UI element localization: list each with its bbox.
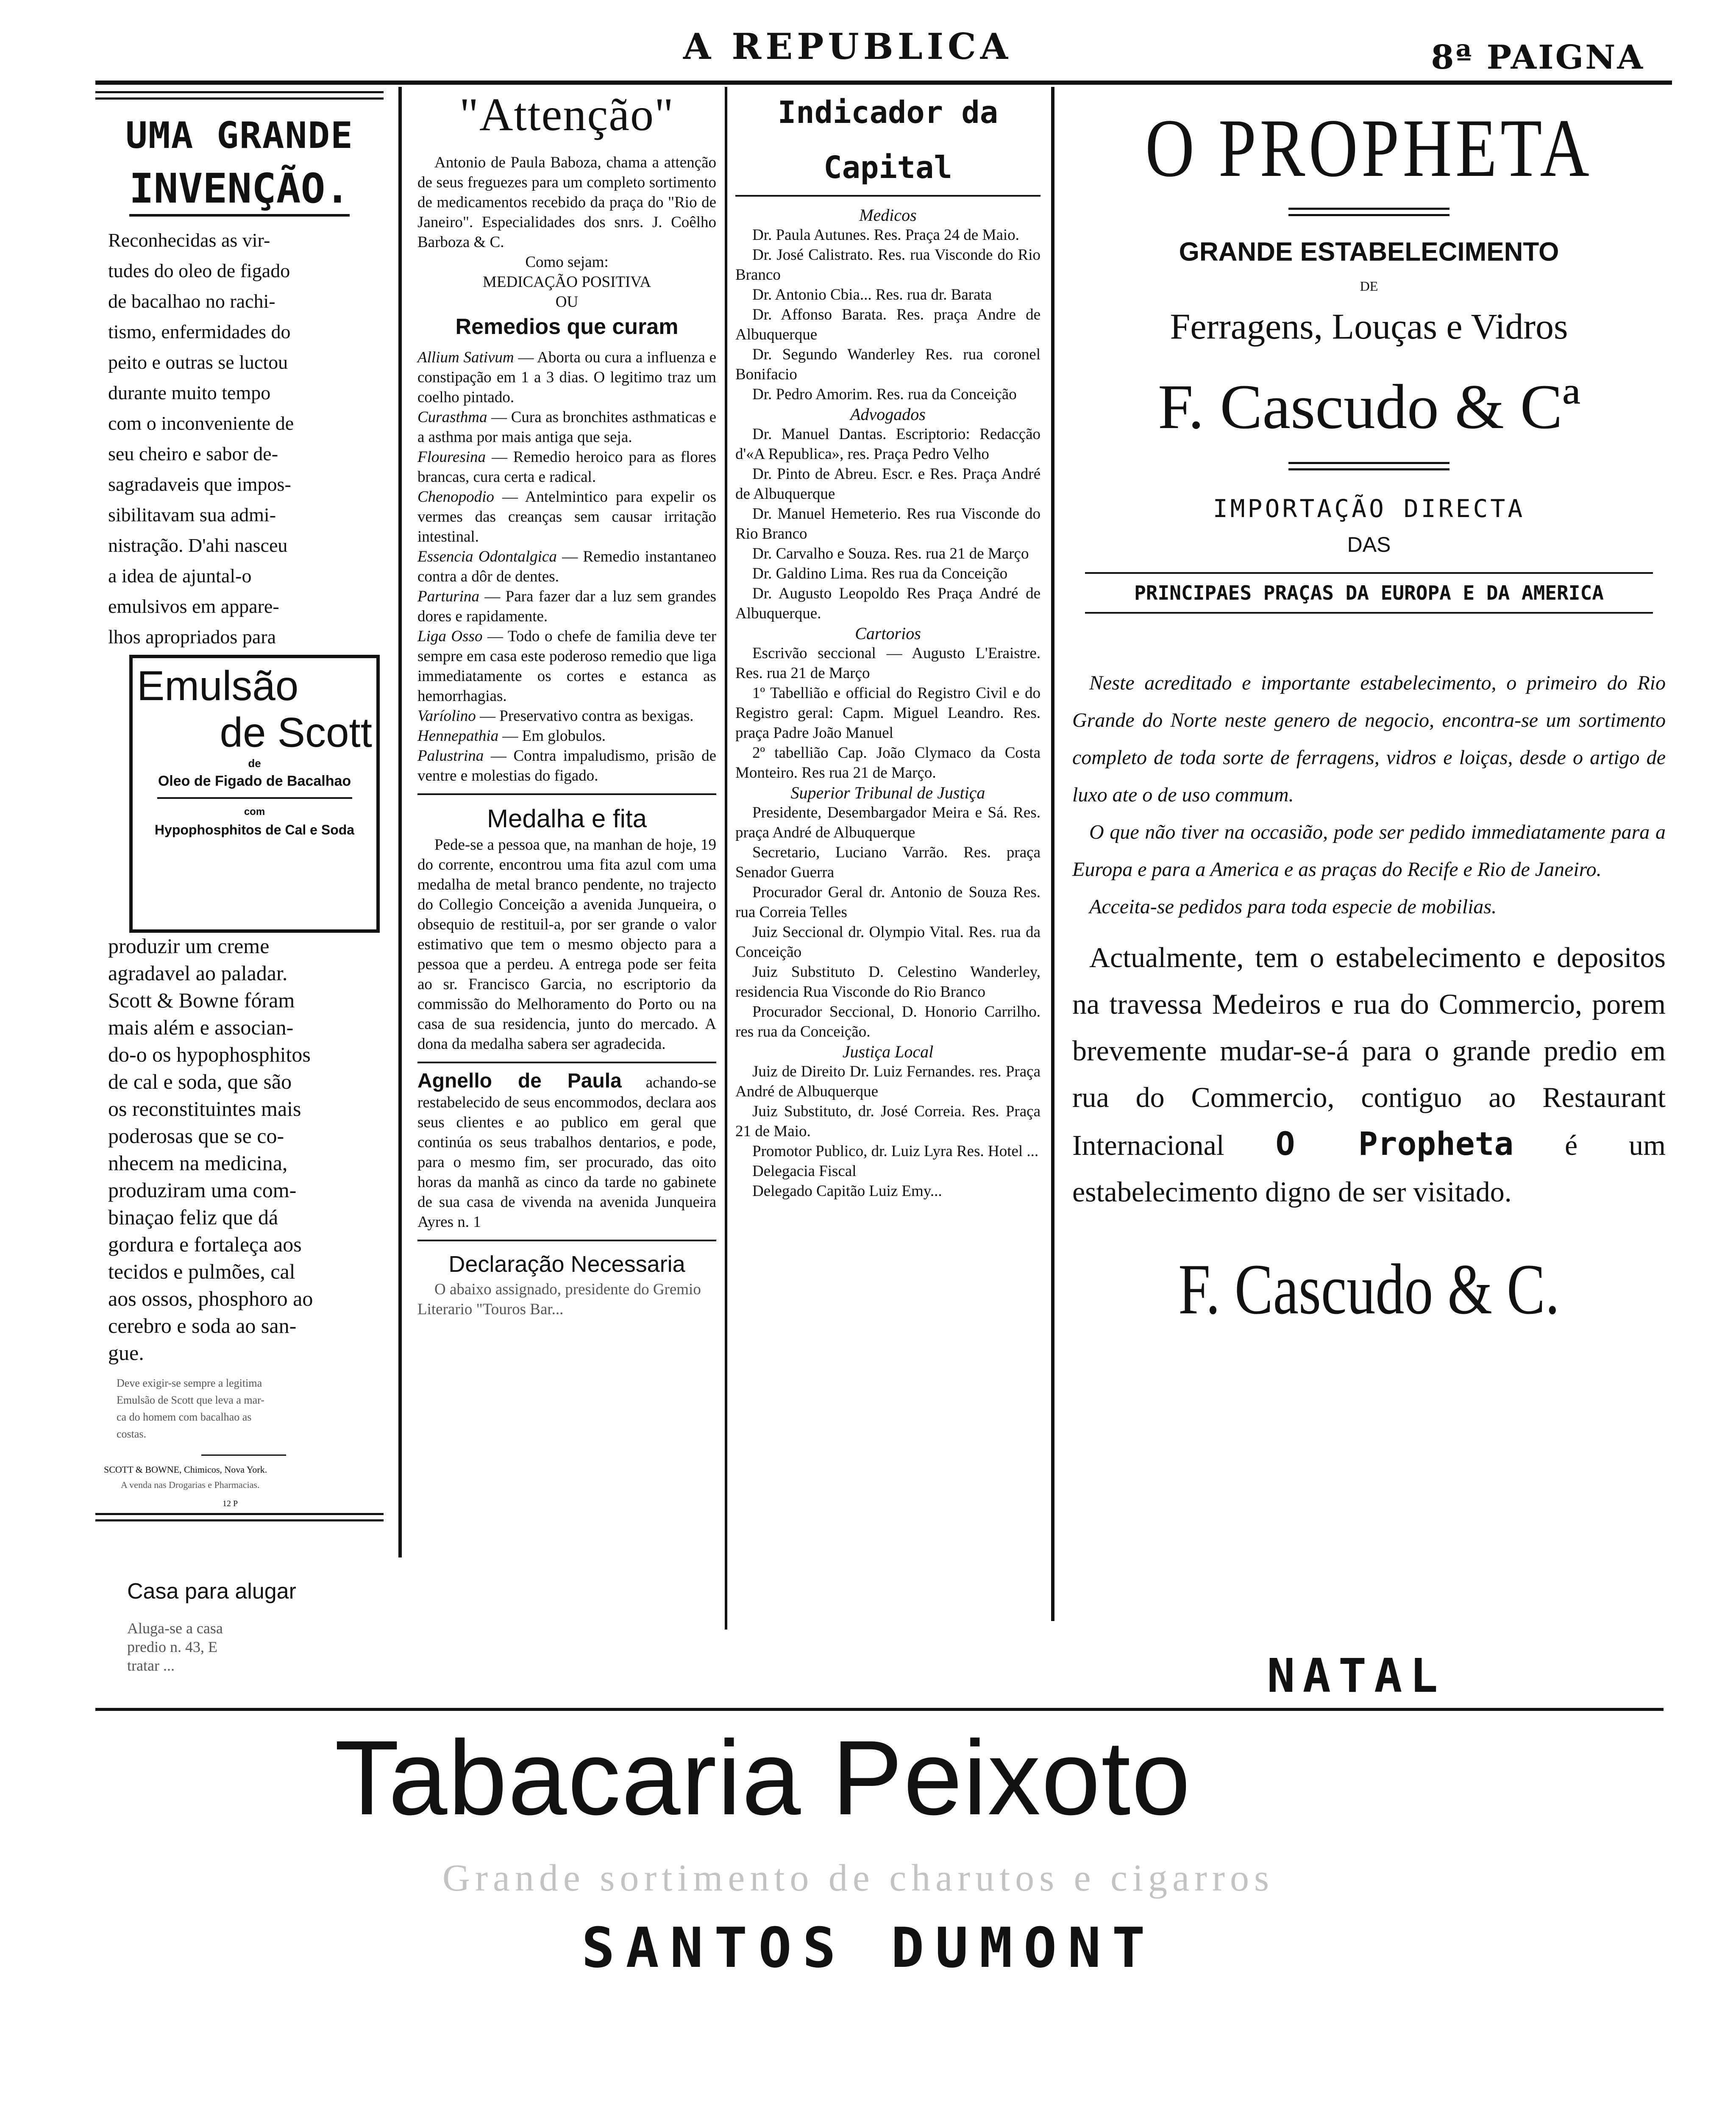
indicador-entry: Delegacia Fiscal (752, 1162, 857, 1180)
ad-title-2: de Scott (220, 709, 372, 756)
remedy-text: — Preservativo contra as bexigas. (476, 707, 694, 725)
emulsao-ad-box (129, 655, 380, 933)
maker-line: SCOTT & BOWNE, Chimicos, Nova York. (104, 1464, 267, 1475)
indicador-entry: Dr. Manuel Dantas. Escriptorio: Redacção d'«A Republica», res. Praça Pedro Velho (735, 425, 1040, 463)
intro-line: sibilitavam sua admi- (108, 504, 276, 526)
note-line: costas. (117, 1428, 147, 1440)
propheta-word: O Propheta (1275, 1125, 1514, 1162)
indicador-entry: Promotor Publico, dr. Luiz Lyra Res. Hotel ... (752, 1143, 1039, 1160)
attencao-column (417, 85, 716, 1319)
ad-title-1: Emulsão (137, 662, 299, 709)
importacao-directa: IMPORTAÇÃO DIRECTA (1213, 494, 1525, 523)
body-line: produziram uma com- (108, 1178, 297, 1202)
body-line: aos ossos, phosphoro ao (108, 1287, 313, 1310)
scott-ad-column (95, 91, 384, 652)
remedy-name: Palustrina (417, 747, 484, 765)
indicador-entry: Dr. Segundo Wanderley Res. rua coronel Bonifacio (735, 346, 1040, 383)
remedy-item (417, 407, 716, 447)
signature: F. Cascudo & C. (1178, 1249, 1560, 1329)
faded-line: Grande sortimento de charutos e cigarros (442, 1857, 1274, 1899)
remedy-item (417, 447, 716, 487)
firm-name: F. Cascudo & Cª (1157, 372, 1580, 442)
indicador-section-title: Cartorios (855, 624, 921, 643)
firm-rule (1288, 462, 1449, 470)
remedy-text: — Remedio heroico para as flores brancas, cura certa e radical. (417, 448, 716, 486)
indicador-entry: Procurador Geral dr. Antonio de Souza Res. rua Correia Telles (735, 884, 1040, 921)
propheta-column (1072, 97, 1666, 1338)
column-divider-2 (725, 87, 727, 1630)
intro-line: tudes do oleo de figado (108, 260, 290, 281)
remedy-name: Hennepathia (417, 727, 499, 745)
indicador-entry: Juiz Substituto, dr. José Correia. Res. Praça 21 de Maio. (735, 1103, 1040, 1140)
body-line: de cal e soda, que são (108, 1070, 292, 1093)
remedy-name: Parturina (417, 588, 479, 605)
ad-com: com (244, 806, 265, 818)
rent-title: Casa para alugar (127, 1579, 296, 1604)
newspaper-title: A REPUBLICA (683, 25, 1013, 67)
body-paragraph (95, 932, 384, 1366)
remedy-item (417, 487, 716, 547)
italic-1: Neste acreditado e importante estabelecimento, o primeiro do Rio Grande do Norte neste genero de negocio, encontra-se um sortimento completo de toda sorte de ferragens, vidros e loiças, desde o artigo de luxo ate o de uso commum. (1072, 672, 1666, 806)
intro-line: seu cheiro e sabor de- (108, 443, 278, 464)
indicador-entry: Delegado Capitão Luiz Emy... (752, 1182, 942, 1200)
body-line: do-o os hypophosphitos (108, 1043, 311, 1066)
declaracao-title: Declaração Necessaria (448, 1251, 685, 1277)
indicador-entry: Dr. Manuel Hemeterio. Res rua Visconde do Rio Branco (735, 505, 1040, 542)
principaes-pracas: PRINCIPAES PRAÇAS DA EUROPA E DA AMERICA (1085, 572, 1653, 614)
body-line: binaçao feliz que dá (108, 1205, 278, 1229)
sold-line: A venda nas Drogarias e Pharmacias. (121, 1479, 260, 1490)
remedy-text: — Antelmintico para expelir os vermes das creanças sem causar irritação intestinal. (417, 488, 716, 545)
das-label: DAS (1347, 533, 1391, 556)
indicador-entry: Juiz Substituto D. Celestino Wanderley, residencia Rua Visconde do Rio Branco (735, 963, 1040, 1001)
medicacao-title: MEDICAÇÃO POSITIVA (482, 273, 651, 291)
title-rule (1288, 208, 1449, 216)
indicador-section-title: Medicos (859, 206, 917, 225)
body-end: é um estabelecimento digno de ser visitado. (1072, 1129, 1666, 1208)
declaracao-text: O abaixo assignado, presidente do Gremio Literario "Touros Bar... (417, 1281, 701, 1318)
intro-paragraph (95, 225, 384, 652)
note-line: Deve exigir-se sempre a legitima (117, 1377, 262, 1389)
header-rule (95, 81, 1672, 85)
remedy-text: — Remedio instantaneo contra a dôr de dentes. (417, 548, 716, 585)
indicador-entry: Escrivão seccional — Augusto L'Eraistre. Res. rua 21 de Março (735, 645, 1040, 682)
body-line: produzir um creme (108, 934, 270, 958)
remedy-name: Allium Sativum (417, 349, 514, 366)
rent-text (127, 1619, 364, 1675)
scott-body (95, 932, 384, 1521)
de-label: DE (1360, 278, 1378, 294)
rule-medalha (417, 793, 716, 795)
indicador-title: Indicador da Capital (735, 85, 1040, 197)
ad-oleo: Oleo de Figado de Bacalhao (158, 773, 351, 789)
note-rule (201, 1454, 286, 1456)
rent-section (127, 1577, 364, 1675)
indicador-entry: Dr. Augusto Leopoldo Res Praça André de Albuquerque. (735, 585, 1040, 622)
natal-label: NATAL (1267, 1649, 1446, 1703)
rent-line: tratar ... (127, 1657, 175, 1674)
remedy-text: — Aborta ou cura a influenza e constipação em 1 a 3 dias. O legitimo traz um coelho pintado. (417, 349, 716, 406)
intro-line: durante muito tempo (108, 382, 271, 403)
agnello-title: Agnello de Paula (417, 1070, 622, 1092)
remedy-item (417, 726, 716, 746)
remedy-name: Essencia Odontalgica (417, 548, 557, 565)
remedy-item (417, 348, 716, 407)
column-divider-1 (398, 87, 402, 1557)
italic-2: O que não tiver na occasião, pode ser pedido immediatamente para a Europa e para a America e as praças do Recife e Rio de Janeiro. (1072, 821, 1666, 881)
indicador-entry: Secretario, Luciano Varrão. Res. praça Senador Guerra (735, 844, 1040, 881)
rule-agnello (417, 1062, 716, 1063)
remedy-item (417, 706, 716, 726)
ferragens-line: Ferragens, Louças e Vidros (1170, 306, 1568, 347)
intro-line: lhos apropriados para (108, 626, 276, 648)
medalha-title: Medalha e fita (487, 804, 647, 833)
headline-line-2: INVENÇÃO. (129, 163, 350, 217)
ad-de: de (248, 757, 261, 770)
indicador-entry: Dr. Galdino Lima. Res rua da Conceição (752, 565, 1008, 582)
attencao-intro: Antonio de Paula Baboza, chama a attenção de seus freguezes para um completo sortimento de medicamentos recebido da praça do "Rio de Janeiro". Especialidades dos snrs. J. Coêlho Barboza & C. (417, 154, 716, 251)
rent-line: Aluga-se a casa (127, 1620, 223, 1637)
indicador-entry: Dr. Paula Autunes. Res. Praça 24 de Maio. (752, 226, 1019, 244)
remedy-text: — Todo o chefe de familia deve ter sempre em casa este poderoso remedio que liga immediatamente os cortes e estanca as hemorrhagias. (417, 628, 716, 705)
body-line: tecidos e pulmões, cal (108, 1260, 295, 1283)
body-line: Scott & Bowne fóram (108, 988, 295, 1012)
indicador-entry: Dr. Carvalho e Souza. Res. rua 21 de Março (752, 545, 1029, 562)
indicador-entry: Dr. José Calistrato. Res. rua Visconde do Rio Branco (735, 246, 1040, 284)
indicador-entry: Dr. Pedro Amorim. Res. rua da Conceição (752, 386, 1017, 403)
remedy-name: Curasthma (417, 409, 487, 426)
ad-rule (157, 797, 352, 799)
intro-line: emulsivos em appare- (108, 595, 279, 617)
intro-line: de bacalhao no rachi- (108, 290, 275, 312)
remedy-text: — Contra impaludismo, prisão de ventre e molestias do figado. (417, 747, 716, 784)
remedy-name: Varíolino (417, 707, 476, 725)
remedy-name: Liga Osso (417, 628, 483, 645)
body-line: cerebro e soda ao san- (108, 1314, 297, 1338)
ou-label: OU (555, 293, 579, 311)
agnello-block (417, 1071, 716, 1232)
indicador-section-title: Superior Tribunal de Justiça (790, 783, 985, 802)
indicador-column (735, 85, 1040, 1201)
bottom-rule (95, 1513, 384, 1521)
indicador-entry: Juiz de Direito Dr. Luiz Fernandes. res. Praça André de Albuquerque (735, 1063, 1040, 1100)
intro-line: com o inconveniente de (108, 412, 294, 434)
remedios-title: Remedios que curam (455, 314, 679, 339)
intro-line: sagradaveis que impos- (108, 473, 291, 495)
note-paragraph (95, 1375, 384, 1443)
intro-line: a idea de ajuntal-o (108, 565, 252, 587)
remedy-item (417, 547, 716, 587)
agnello-text: achando-se restabelecido de seus encommodos, declara aos seus clientes e ao publico em geral que continúa os seus trabalhos dentarios, e pode, para o mesmo fim, ser procurado, das oito horas da manhã as cinco da tarde no gabinete de sua casa de vivenda na avenida Junqueira Ayres n. 1 (417, 1074, 716, 1231)
body-line: gue. (108, 1341, 144, 1365)
remedy-name: Chenopodio (417, 488, 494, 506)
remedies-list (417, 348, 716, 786)
note-line: ca do homem com bacalhao as (117, 1411, 252, 1423)
remedy-name: Flouresina (417, 448, 486, 466)
santos-dumont: SANTOS DUMONT (581, 1916, 1156, 1980)
intro-line: nistração. D'ahi nasceu (108, 534, 288, 556)
indicador-entry: Dr. Affonso Barata. Res. praça Andre de Albuquerque (735, 306, 1040, 343)
mark-line: 12 P (223, 1499, 238, 1508)
intro-line: Reconhecidas as vir- (108, 229, 270, 251)
indicador-entry: Juiz Seccional dr. Olympio Vital. Res. rua da Conceição (735, 923, 1040, 961)
propheta-body (1072, 934, 1666, 1215)
attencao-title: "Attenção" (459, 89, 674, 140)
page-number: 8ª PAIGNA (1431, 38, 1644, 77)
remedy-item (417, 746, 716, 786)
intro-line: tismo, enfermidades do (108, 321, 291, 342)
remedy-text: — Em globulos. (498, 727, 606, 745)
body-line: mais além e associan- (108, 1015, 294, 1039)
indicador-entry: Dr. Antonio Cbia... Res. rua dr. Barata (752, 286, 992, 303)
indicador-entry: 2º tabellião Cap. João Clymaco da Costa Monteiro. Res rua 21 de Março. (735, 744, 1040, 781)
body-line: os reconstituintes mais (108, 1097, 301, 1121)
intro-line: peito e outras se luctou (108, 351, 288, 373)
remedy-item (417, 587, 716, 626)
remedy-item (417, 626, 716, 706)
body-line: gordura e fortaleça aos (108, 1232, 302, 1256)
heading-rule (95, 91, 384, 100)
medalha-text: Pede-se a pessoa que, na manhan de hoje, 19 do corrente, encontrou uma fita azul com uma medalha de metal branco pendente, no trajecto do Collegio Conceição a avenida Junqueira, o obsequio de restituil-a, por ser grande o valor estimativo que tem o mesmo objecto para a pessoa que a perdeu. A entrega pode ser feita ao sr. Francisco Garcia, no escriptorio da commissão do Melhoramento do Porto ou na casa de sua residencia, junto do mercado. A dona da medalha sabera ser agradecida. (417, 836, 716, 1053)
body-text: Actualmente, tem o estabelecimento e depositos na travessa Medeiros e rua do Commercio, porem brevemente mudar-se-á para o grande predio em rua do Commercio, contiguo ao Restaurant Internacional (1072, 941, 1666, 1161)
body-line: poderosas que se co- (108, 1124, 284, 1148)
italic-3: Acceita-se pedidos para toda especie de mobilias. (1089, 895, 1497, 918)
como-sejam: Como sejam: (525, 253, 609, 271)
note-line: Emulsão de Scott que leva a mar- (117, 1394, 264, 1406)
grande-estabelecimento: GRANDE ESTABELECIMENTO (1179, 237, 1559, 267)
remedy-text: — Para fazer dar a luz sem grandes dores e rapidamente. (417, 588, 716, 625)
indicador-section-title: Advogados (850, 405, 926, 424)
headline-line-1: UMA GRANDE (125, 114, 353, 157)
indicador-entry: Presidente, Desembargador Meira e Sá. Res. praça André de Albuquerque (735, 804, 1040, 841)
propheta-title: O PROPHETA (1145, 102, 1593, 194)
body-line: agradavel ao paladar. (108, 961, 288, 985)
indicador-entry: 1º Tabellião e official do Registro Civil e do Registro geral: Capm. Miguel Leandro. Res. praça Padre João Manuel (735, 684, 1040, 742)
indicador-section-title: Justiça Local (842, 1042, 934, 1061)
column-divider-3 (1051, 87, 1054, 1621)
remedy-text: — Cura as bronchites asthmaticas e a asthma por mais antiga que seja. (417, 409, 716, 446)
tabacaria-title: Tabacaria Peixoto (334, 1719, 1191, 1837)
ad-hypo: Hypophosphitos de Cal e Soda (154, 822, 355, 837)
indicador-entry: Dr. Pinto de Abreu. Escr. e Res. Praça André de Albuquerque (735, 465, 1040, 503)
indicador-entry: Procurador Seccional, D. Honorio Carrilho. res rua da Conceição. (735, 1003, 1040, 1040)
body-line: nhecem na medicina, (108, 1151, 288, 1175)
indicador-list (735, 205, 1040, 1201)
rule-declaracao (417, 1240, 716, 1241)
rent-line: predio n. 43, E (127, 1638, 217, 1655)
